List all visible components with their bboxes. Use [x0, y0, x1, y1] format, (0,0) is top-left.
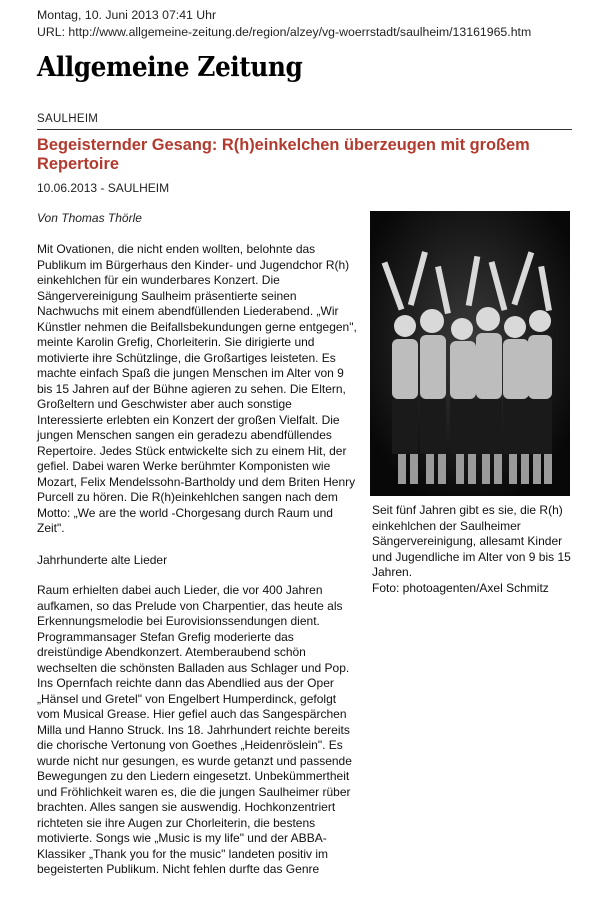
section-divider [37, 129, 572, 130]
article-paragraph: Mit Ovationen, die nicht enden wollten, belohnte das Publikum im Bürgerhaus den Kinder- und Jugendchor R(h) einkehlchen für ein wunderbares Konzert. Die Sängervereinigung Saulheim präsentierte seinen Nachwuchs mit einem abendfüllenden Liederabend. „Wir Künstler nehmen die Beifallsbekundungen gerne entgegen", meinte Karolin Grefig, Chorleiterin. Sie dirigierte und motivierte ihre Schützlinge, die Großartiges leisteten. Es machte einfach Spaß die jungen Menschen im Alter von 9 bis 15 Jahren auf der Bühne agieren zu sehen. Die Eltern, Großeltern und Geschwister aber auch sonstige Interessierte erlebten ein Konzert der großen Vielfalt. Die jungen Menschen sangen ein geradezu abendfüllendes Repertoire. Jedes Stück entwickelte sich zu einem Hit, der gefiel. Dabei waren Werke berühmter Komponisten wie Mozart, Felix Mendelssohn-Bartholdy und dem Briten Henry Purcell zu hören. Die R(h)einkehlchen sangen nach dem Motto: „We are the world -Chorgesang durch Raum und Zeit". [37, 242, 357, 535]
photo-credit: Foto: photoagenten/Axel Schmitz [372, 580, 549, 595]
choir-photo [370, 211, 570, 496]
photo-caption: Seit fünf Jahren gibt es sie, die R(h) einkehlchen der Saulheimer Sängervereinigung, allesamt Kinder und Jugendliche im Alter von 9 bis 15 Jahren. [372, 503, 571, 579]
article-paragraph: Raum erhielten dabei auch Lieder, die vor 400 Jahren aufkamen, so das Prelude von Charpentier, das heute als Erkennungsmelodie bei Eurovisionssendungen dient. Programmansager Stefan Grefig moderierte das dreistündige Abendkonzert. Atemberaubend schön wechselten die schönsten Balladen aus Schlager und Pop. Ins Opernfach reichte dann das Abendlied aus der Oper „Hänsel und Gretel" von Engelbert Humperdinck, gefolgt vom Musical Grease. Hier gefiel auch das Sangespärchen Milla und Hanno Struck. Ins 18. Jahrhundert reichte bereits die chorische Vertonung von Goethes „Heidenröslein". Es wurde nicht nur gesungen, es wurde getanzt und passende Bewegungen zu den Liedern eingesetzt. Unbekümmertheit und Fröhlichkeit waren es, die die jungen Saulheimer rüber brachten. Alles sangen sie auswendig. Hochkonzentriert richteten sie ihre Augen zur Chorleiterin, die bestens motivierte. Songs wie „Music is my life" und der ABBA-Klassiker „Thank you for the music" landeten positiv im begeisterten Publikum. Nicht fehlen durfte das Genre [37, 583, 352, 876]
article-headline: Begeisternder Gesang: R(h)einkelchen überzeugen mit großem Repertoire [37, 136, 530, 173]
newspaper-masthead: Allgemeine Zeitung [37, 52, 303, 83]
article-dateline: 10.06.2013 - SAULHEIM [37, 181, 170, 195]
article-author: Von Thomas Thörle [37, 211, 142, 225]
section-label: SAULHEIM [37, 113, 99, 125]
source-url: URL: http://www.allgemeine-zeitung.de/region/alzey/vg-woerrstadt/saulheim/13161965.htm [37, 25, 532, 39]
print-timestamp: Montag, 10. Juni 2013 07:41 Uhr [37, 8, 217, 22]
photo-caption-block [372, 503, 572, 596]
choir-photo-image [370, 211, 570, 496]
article-subheading: Jahrhunderte alte Lieder [37, 553, 168, 567]
